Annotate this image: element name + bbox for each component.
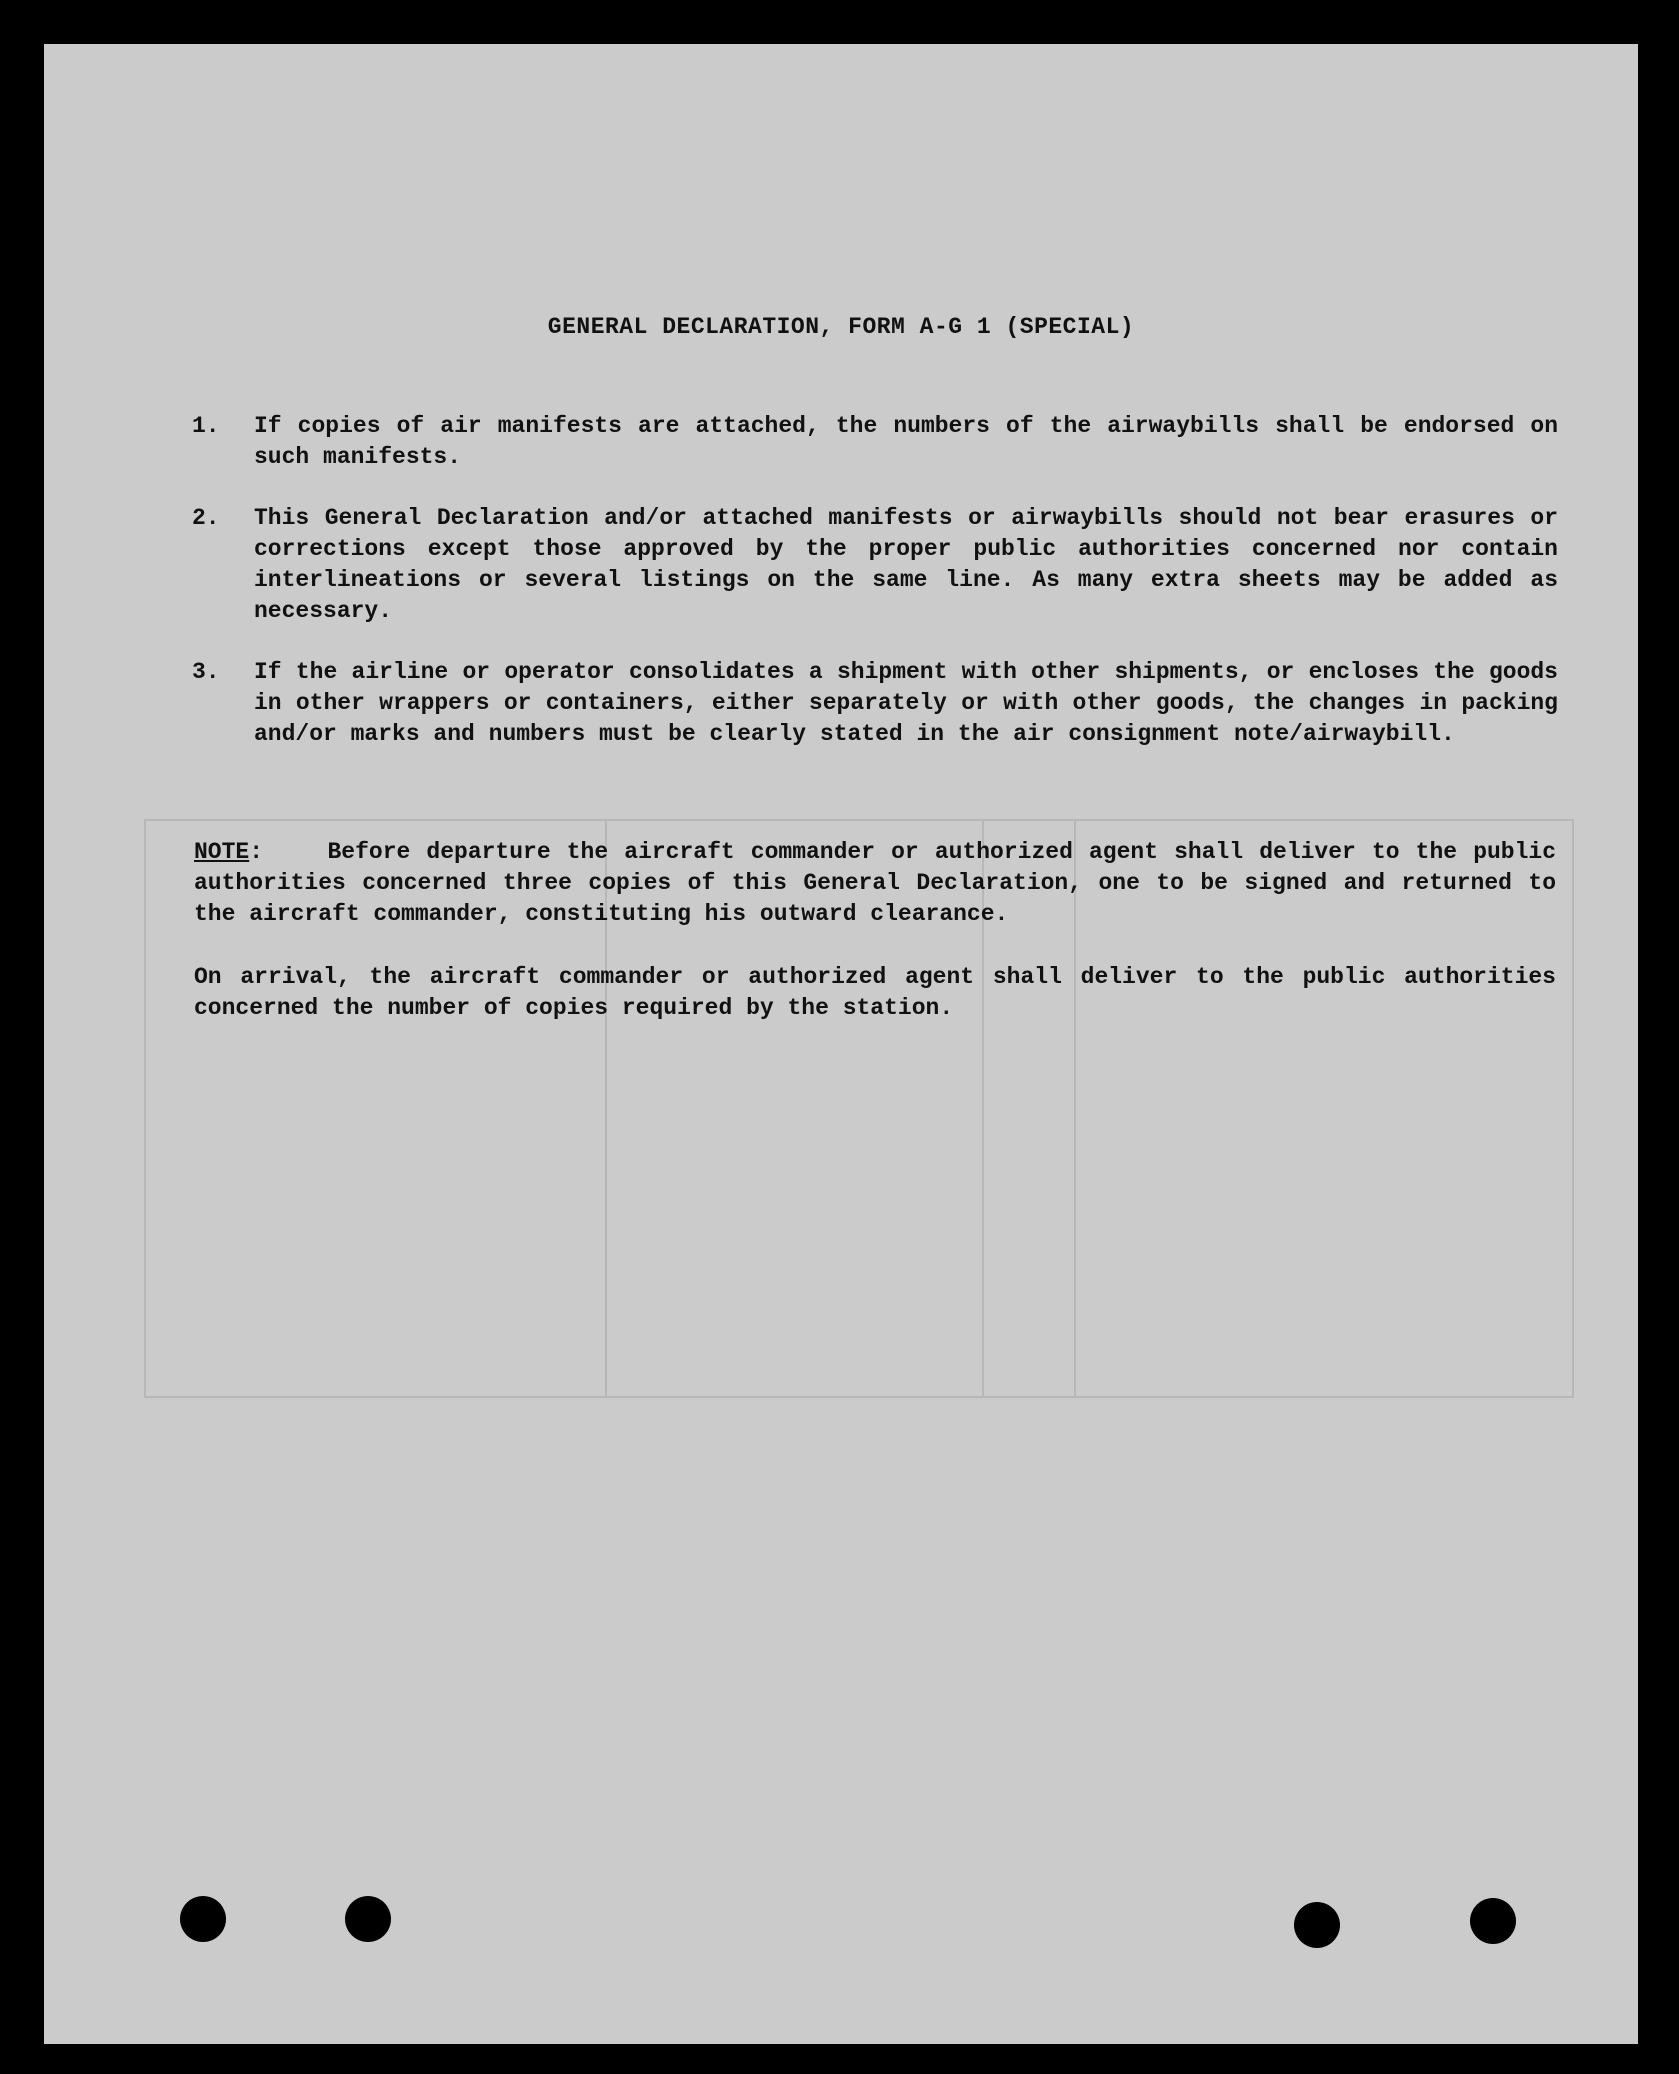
instruction-item-2 bbox=[192, 503, 1558, 627]
note-block bbox=[194, 837, 1556, 1056]
instruction-item-3 bbox=[192, 657, 1558, 750]
ghost-table-bottom bbox=[144, 1396, 1574, 1398]
instruction-item-1 bbox=[192, 411, 1558, 473]
paper-sheet bbox=[44, 44, 1638, 2044]
note-paragraph-1: NOTE: Before departure the aircraft commander or authorized agent shall deliver to the public authorities concerned three copies of this General Declaration, one to be signed and returned to the aircraft commander, constituting his outward clearance. bbox=[194, 839, 1557, 927]
note-label: NOTE bbox=[194, 839, 250, 865]
instruction-number: 1. bbox=[192, 413, 220, 439]
instruction-text: If copies of air manifests are attached, the numbers of the airwaybills shall be endorsed on such manifests. bbox=[254, 413, 1558, 470]
form-title: GENERAL DECLARATION, FORM A-G 1 (SPECIAL) bbox=[547, 314, 1135, 340]
punch-hole-right-2 bbox=[1470, 1898, 1516, 1944]
punch-hole-right-1 bbox=[1294, 1902, 1340, 1948]
ghost-table-right bbox=[1572, 819, 1574, 1398]
punch-hole-left-1 bbox=[180, 1896, 226, 1942]
note-text-1: Before departure the aircraft commander or authorized agent shall deliver to the public authorities concerned three copies of this General Declaration, one to be signed and returned to the aircraft commander, constituting his outward clearance. bbox=[194, 839, 1557, 927]
instruction-list bbox=[192, 411, 1558, 780]
ghost-table-left bbox=[144, 819, 146, 1398]
instruction-number: 2. bbox=[192, 505, 220, 531]
instruction-text: If the airline or operator consolidates a shipment with other shipments, or encloses the goods in other wrappers or containers, either separately or with other goods, the changes in packing and/or marks and numbers must be clearly stated in the air consignment note/airwaybill. bbox=[254, 659, 1558, 747]
instruction-number: 3. bbox=[192, 659, 220, 685]
instruction-text: This General Declaration and/or attached manifests or airwaybills should not bear erasures or corrections except those approved by the proper public authorities concerned nor contain interlineations or several listings on the same line. As many extra sheets may be added as necessary. bbox=[254, 505, 1558, 624]
punch-hole-left-2 bbox=[345, 1896, 391, 1942]
note-paragraph-2: On arrival, the aircraft commander or authorized agent shall deliver to the public authorities concerned the number of copies required by the station. bbox=[194, 964, 1556, 1021]
ghost-table-top bbox=[144, 819, 1574, 821]
